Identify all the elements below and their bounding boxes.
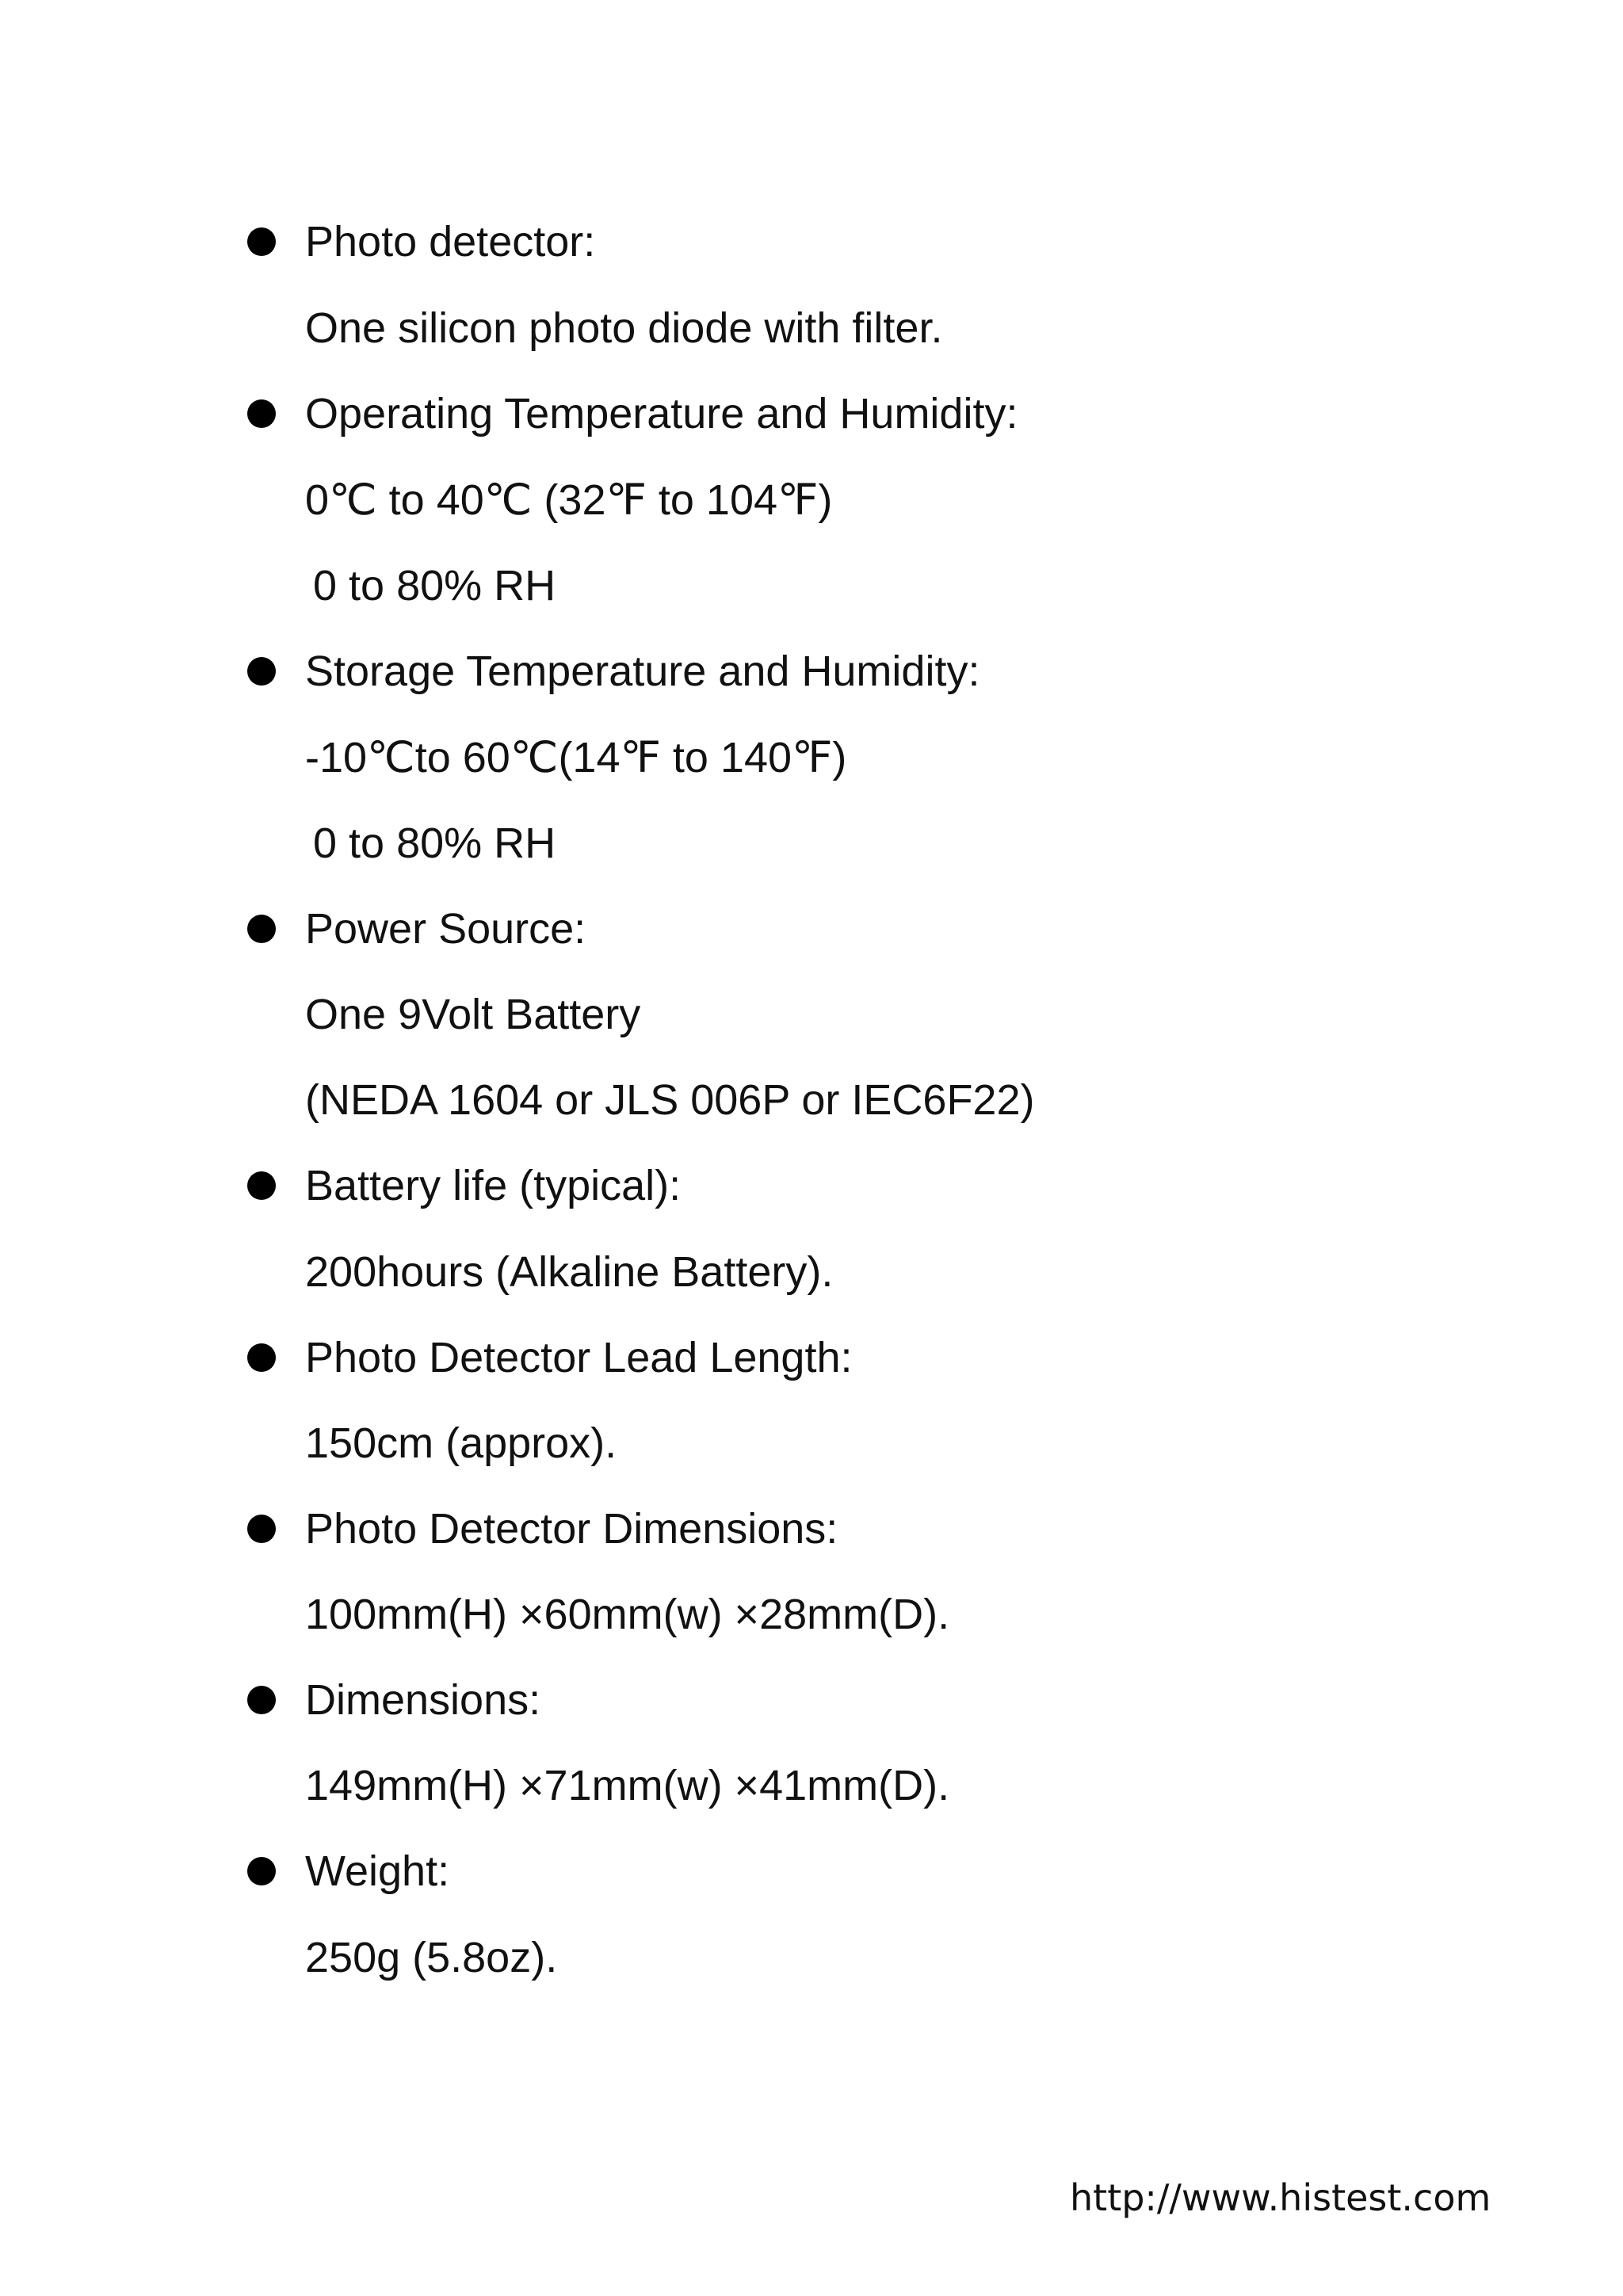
spec-value-battery-life: 200hours (Alkaline Battery). bbox=[305, 1248, 834, 1296]
spec-value-dimensions: 149mm(H) ×71mm(w) ×41mm(D). bbox=[305, 1762, 950, 1809]
spec-heading-photo-detector: Photo detector: bbox=[305, 218, 596, 266]
bullet-icon bbox=[247, 1515, 276, 1543]
bullet-icon bbox=[247, 1343, 276, 1372]
spec-value-power-source: One 9Volt Battery bbox=[305, 991, 641, 1038]
spec-value-detector-dimensions: 100mm(H) ×60mm(w) ×28mm(D). bbox=[305, 1591, 950, 1638]
spec-heading-weight: Weight: bbox=[305, 1847, 450, 1895]
spec-heading-operating-temperature: Operating Temperature and Humidity: bbox=[305, 390, 1018, 437]
spec-heading-battery-life: Battery life (typical): bbox=[305, 1162, 682, 1209]
spec-heading-storage-temperature: Storage Temperature and Humidity: bbox=[305, 648, 980, 695]
spec-value-operating-temperature: 0℃ to 40℃ (32℉ to 104℉) bbox=[305, 476, 833, 524]
spec-heading-detector-dimensions: Photo Detector Dimensions: bbox=[305, 1505, 838, 1553]
bullet-icon bbox=[247, 1686, 276, 1714]
spec-value-storage-temperature: -10℃to 60℃(14℉ to 140℉) bbox=[305, 734, 847, 781]
bullet-icon bbox=[247, 399, 276, 428]
spec-value-photo-detector: One silicon photo diode with filter. bbox=[305, 304, 943, 352]
spec-value-lead-length: 150cm (approx). bbox=[305, 1419, 617, 1467]
bullet-icon bbox=[247, 227, 276, 256]
bullet-icon bbox=[247, 657, 276, 686]
footer-url: http://www.histest.com bbox=[1070, 2176, 1491, 2219]
bullet-icon bbox=[247, 915, 276, 943]
bullet-icon bbox=[247, 1171, 276, 1200]
spec-value-weight: 250g (5.8oz). bbox=[305, 1934, 558, 1981]
spec-value-battery-types: (NEDA 1604 or JLS 006P or IEC6F22) bbox=[305, 1076, 1035, 1124]
spec-value-storage-humidity: 0 to 80% RH bbox=[313, 819, 556, 867]
spec-heading-lead-length: Photo Detector Lead Length: bbox=[305, 1334, 853, 1381]
spec-value-operating-humidity: 0 to 80% RH bbox=[313, 562, 556, 609]
spec-heading-dimensions: Dimensions: bbox=[305, 1676, 541, 1724]
spec-heading-power-source: Power Source: bbox=[305, 905, 586, 953]
bullet-icon bbox=[247, 1857, 276, 1885]
